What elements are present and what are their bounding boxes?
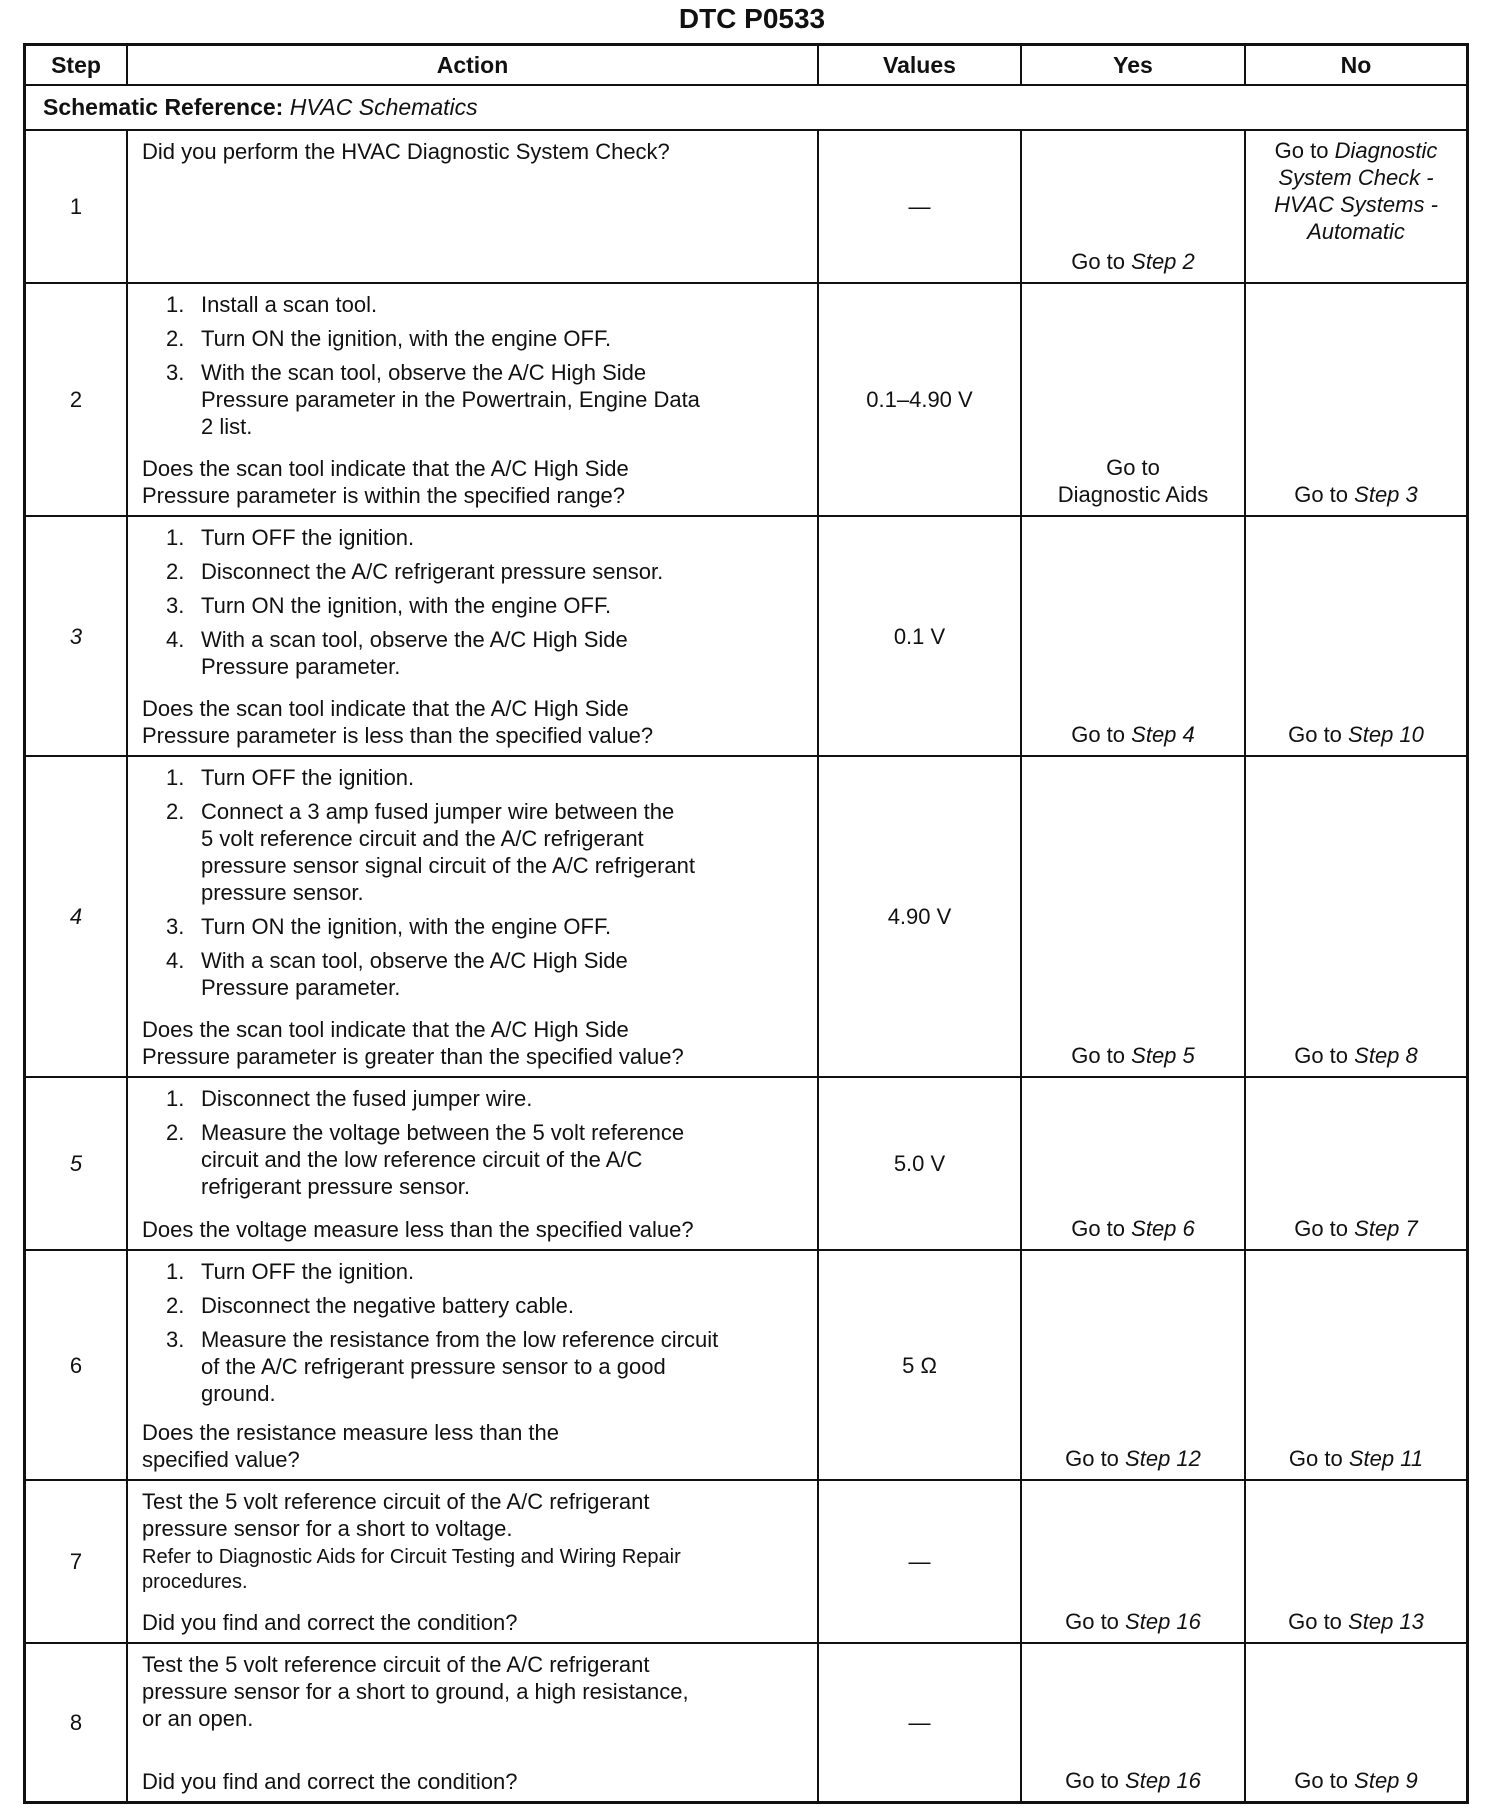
no-cell — [1246, 131, 1469, 284]
schematic-reference-line — [43, 94, 478, 121]
action-item — [142, 325, 807, 352]
schematic-reference-value: HVAC Schematics — [289, 94, 478, 120]
item-number: 1. — [166, 765, 185, 790]
values-cell: 0.1 V — [819, 517, 1022, 757]
yes-prefix: Go to — [1071, 1216, 1126, 1241]
item-number: 2. — [166, 559, 185, 584]
step-number: 1 — [26, 131, 128, 284]
item-text: Turn ON the ignition, with the engine OFF. — [201, 914, 612, 939]
action-cell — [128, 1644, 819, 1804]
diagnostic-table — [23, 43, 1469, 1804]
item-number: 1. — [166, 292, 185, 317]
action-cell — [128, 284, 819, 517]
no-cell — [1246, 284, 1469, 517]
no-target: Step 13 — [1348, 1609, 1424, 1634]
item-number: 3. — [166, 360, 185, 385]
step-number: 5 — [26, 1078, 128, 1251]
item-number: 3. — [166, 914, 185, 939]
item-text: Install a scan tool. — [201, 292, 378, 317]
no-cell — [1246, 517, 1469, 757]
action-item — [142, 524, 807, 551]
action-paragraph: Test the 5 volt reference circuit of the A/C refrigerant pressure sensor for a short to ground, a high resistance, or an open. — [142, 1652, 689, 1731]
no-target: Step 10 — [1348, 722, 1424, 747]
step-number: 2 — [26, 284, 128, 517]
action-question: Does the scan tool indicate that the A/C High Side Pressure parameter is less than the specified value? — [142, 696, 654, 748]
yes-target: Step 4 — [1131, 722, 1195, 747]
item-number: 2. — [166, 799, 185, 824]
item-number: 4. — [166, 948, 185, 973]
item-text: With the scan tool, observe the A/C High Side Pressure parameter in the Powertrain, Engine Data 2 list. — [201, 360, 700, 439]
item-text: Disconnect the negative battery cable. — [201, 1293, 575, 1318]
yes-text — [1065, 1767, 1201, 1794]
no-prefix: Go to — [1274, 138, 1329, 163]
action-question: Did you find and correct the condition? — [142, 1610, 518, 1635]
yes-cell — [1022, 284, 1246, 517]
item-number: 4. — [166, 627, 185, 652]
item-text: With a scan tool, observe the A/C High Side Pressure parameter. — [201, 627, 628, 679]
yes-prefix: Go to — [1065, 1446, 1119, 1471]
action-question: Does the resistance measure less than the specified value? — [142, 1420, 560, 1472]
header-no: No — [1246, 46, 1469, 86]
yes-text — [1065, 1445, 1201, 1472]
action-question: Does the voltage measure less than the specified value? — [142, 1217, 694, 1242]
yes-cell — [1022, 1251, 1246, 1481]
no-text — [1294, 1042, 1418, 1069]
action-question: Did you perform the HVAC Diagnostic System Check? — [142, 139, 670, 164]
action-item — [142, 1292, 807, 1319]
item-text: Measure the resistance from the low reference circuit of the A/C refrigerant pressure sensor to a good ground. — [201, 1327, 719, 1406]
item-number: 3. — [166, 1327, 185, 1352]
no-target: Step 11 — [1348, 1446, 1424, 1471]
action-item — [142, 592, 807, 619]
yes-prefix: Go to — [1065, 1768, 1119, 1793]
values-cell: 4.90 V — [819, 757, 1022, 1078]
schematic-reference-label: Schematic Reference: — [43, 94, 284, 120]
action-cell — [128, 1078, 819, 1251]
item-text: With a scan tool, observe the A/C High Side Pressure parameter. — [201, 948, 628, 1000]
item-text: Turn OFF the ignition. — [201, 525, 415, 550]
item-number: 2. — [166, 326, 185, 351]
step-number: 7 — [26, 1481, 128, 1644]
yes-cell — [1022, 517, 1246, 757]
action-cell — [128, 1481, 819, 1644]
item-text: Turn ON the ignition, with the engine OFF. — [201, 326, 612, 351]
action-cell — [128, 517, 819, 757]
no-target: Diagnostic System Check - HVAC Systems - Automatic — [1274, 138, 1438, 244]
action-item — [142, 558, 807, 585]
step-number: 6 — [26, 1251, 128, 1481]
yes-target: Step 12 — [1125, 1446, 1201, 1471]
no-target: Step 8 — [1354, 1043, 1418, 1068]
item-text: Measure the voltage between the 5 volt reference circuit and the low reference circuit of the A/C refrigerant pressure sensor. — [201, 1120, 685, 1199]
action-cell — [128, 757, 819, 1078]
no-prefix: Go to — [1288, 722, 1342, 747]
no-cell — [1246, 757, 1469, 1078]
header-step: Step — [26, 46, 128, 86]
no-cell — [1246, 1078, 1469, 1251]
yes-target: Step 16 — [1125, 1609, 1201, 1634]
no-prefix: Go to — [1288, 1609, 1342, 1634]
no-prefix: Go to — [1294, 1216, 1349, 1241]
header-values: Values — [819, 46, 1022, 86]
item-text: Turn OFF the ignition. — [201, 765, 415, 790]
item-number: 2. — [166, 1120, 185, 1145]
action-question: Did you find and correct the condition? — [142, 1769, 518, 1794]
item-number: 1. — [166, 1259, 185, 1284]
no-text — [1288, 1608, 1424, 1635]
no-cell — [1246, 1481, 1469, 1644]
yes-text — [1071, 1215, 1195, 1242]
header-action: Action — [128, 46, 819, 86]
header-yes: Yes — [1022, 46, 1246, 86]
no-text — [1294, 481, 1418, 508]
values-cell: 5 Ω — [819, 1251, 1022, 1481]
values-cell: — — [819, 1644, 1022, 1804]
item-number: 2. — [166, 1293, 185, 1318]
no-text — [1288, 721, 1424, 748]
values-cell: 0.1–4.90 V — [819, 284, 1022, 517]
no-target: Step 7 — [1354, 1216, 1418, 1241]
yes-cell — [1022, 131, 1246, 284]
item-number: 3. — [166, 593, 185, 618]
yes-target: Step 2 — [1131, 249, 1195, 274]
action-item — [142, 913, 807, 940]
item-number: 1. — [166, 525, 185, 550]
no-cell — [1246, 1644, 1469, 1804]
step-number: 4 — [26, 757, 128, 1078]
yes-cell — [1022, 757, 1246, 1078]
item-text: Turn OFF the ignition. — [201, 1259, 415, 1284]
no-text — [1294, 1215, 1418, 1242]
action-item — [142, 947, 807, 1001]
yes-target: Diagnostic Aids — [1057, 482, 1209, 507]
action-question: Does the scan tool indicate that the A/C High Side Pressure parameter is greater than the specified value? — [142, 1017, 684, 1069]
action-item — [142, 359, 807, 440]
yes-text — [1065, 1608, 1201, 1635]
action-cell — [128, 1251, 819, 1481]
no-target: Step 3 — [1354, 482, 1418, 507]
action-item — [142, 1326, 807, 1407]
action-paragraph: Test the 5 volt reference circuit of the A/C refrigerant pressure sensor for a short to voltage. — [142, 1489, 650, 1541]
page-title: DTC P0533 — [678, 3, 826, 34]
yes-target: Step 6 — [1131, 1216, 1195, 1241]
yes-target: Step 16 — [1125, 1768, 1201, 1793]
no-text — [1274, 137, 1438, 245]
action-item — [142, 1258, 807, 1285]
yes-text — [1071, 248, 1195, 275]
no-text — [1289, 1445, 1423, 1472]
yes-prefix: Go to — [1071, 249, 1126, 274]
item-number: 1. — [166, 1086, 185, 1111]
yes-prefix: Go to — [1071, 722, 1126, 747]
action-item — [142, 798, 807, 906]
yes-prefix: Go to — [1106, 455, 1160, 480]
item-text: Disconnect the A/C refrigerant pressure sensor. — [201, 559, 664, 584]
action-question: Does the scan tool indicate that the A/C High Side Pressure parameter is within the specified range? — [142, 456, 629, 508]
no-prefix: Go to — [1294, 482, 1349, 507]
item-text: Connect a 3 amp fused jumper wire between the 5 volt reference circuit and the A/C refrigerant pressure sensor signal circuit of the A/C refrigerant pressure sensor. — [201, 799, 696, 905]
no-cell — [1246, 1251, 1469, 1481]
step-number: 3 — [26, 517, 128, 757]
values-cell: — — [819, 1481, 1022, 1644]
no-prefix: Go to — [1288, 1446, 1343, 1471]
item-text: Turn ON the ignition, with the engine OFF. — [201, 593, 612, 618]
no-target: Step 9 — [1354, 1768, 1418, 1793]
yes-target: Step 5 — [1131, 1043, 1195, 1068]
yes-text — [1071, 721, 1195, 748]
yes-prefix: Go to — [1065, 1609, 1119, 1634]
no-prefix: Go to — [1294, 1043, 1349, 1068]
yes-text — [1071, 1042, 1195, 1069]
no-text — [1294, 1767, 1418, 1794]
no-prefix: Go to — [1294, 1768, 1349, 1793]
action-item — [142, 1085, 807, 1112]
step-number: 8 — [26, 1644, 128, 1804]
action-item — [142, 291, 807, 318]
action-item — [142, 626, 807, 680]
yes-cell — [1022, 1644, 1246, 1804]
action-paragraph: Refer to Diagnostic Aids for Circuit Testing and Wiring Repair procedures. — [142, 1546, 681, 1593]
yes-prefix: Go to — [1071, 1043, 1126, 1068]
action-cell — [128, 131, 819, 284]
values-cell: 5.0 V — [819, 1078, 1022, 1251]
yes-cell — [1022, 1481, 1246, 1644]
values-cell: — — [819, 131, 1022, 284]
yes-text — [1058, 454, 1208, 508]
schematic-reference-row — [26, 86, 1469, 131]
action-item — [142, 764, 807, 791]
yes-cell — [1022, 1078, 1246, 1251]
action-item — [142, 1119, 807, 1200]
item-text: Disconnect the fused jumper wire. — [201, 1086, 533, 1111]
